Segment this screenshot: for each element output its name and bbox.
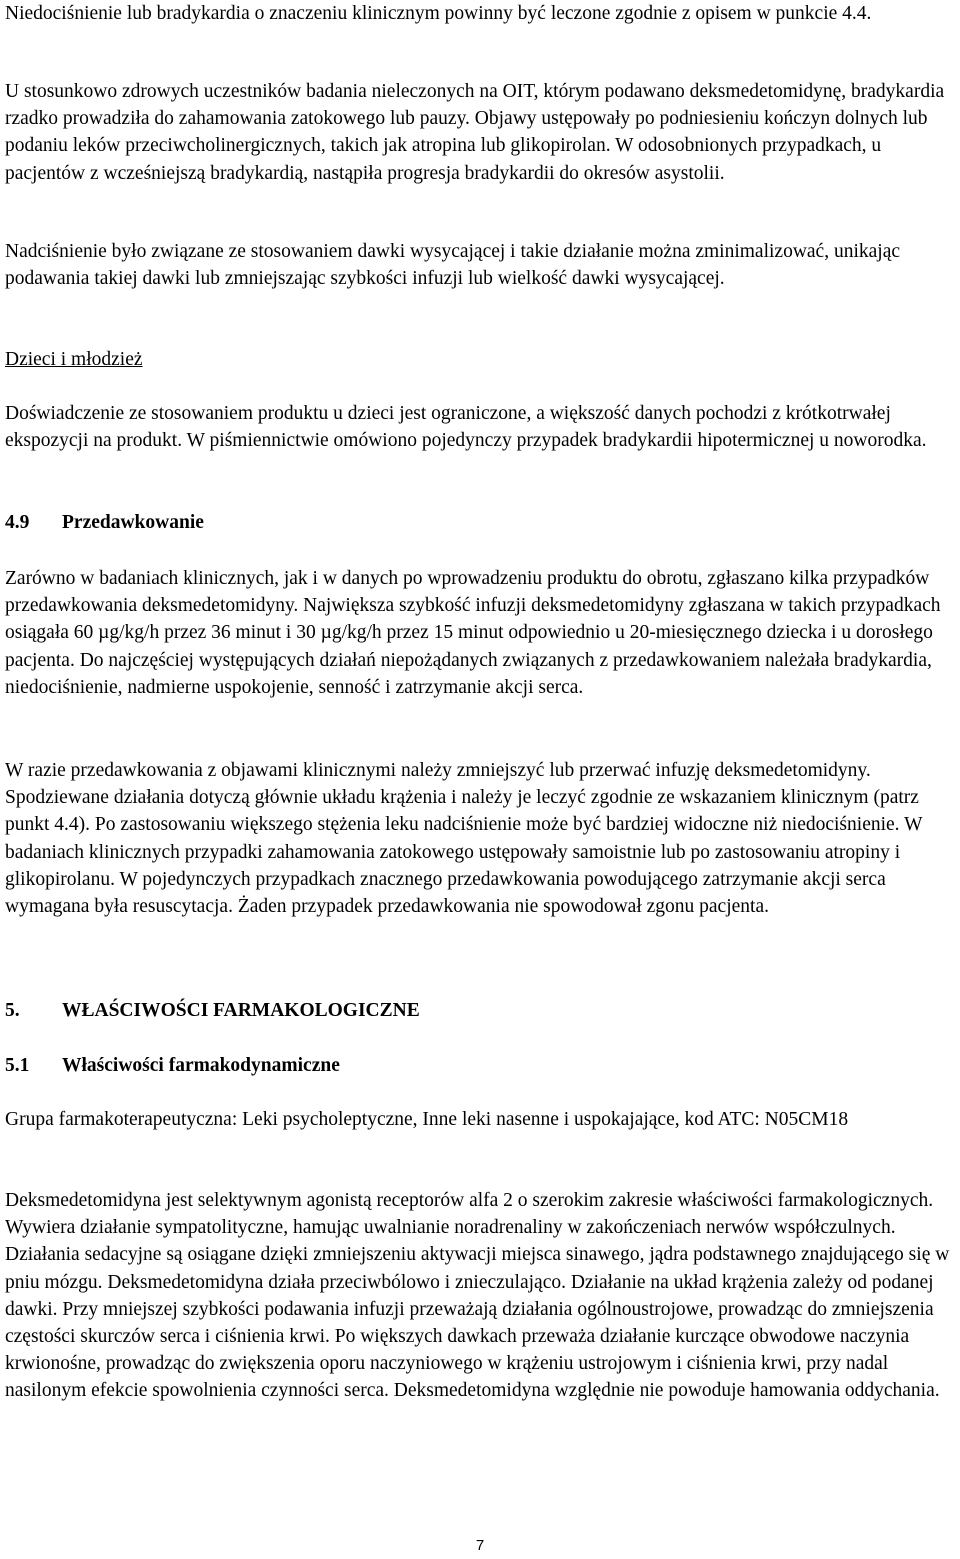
heading-number: 5. (5, 1000, 20, 1021)
heading-5 (5, 997, 955, 1024)
paragraph-atc: Grupa farmakoterapeutyczna: Leki psycholeptyczne, Inne leki nasenne i uspokajające, kod ATC: N05CM18 (5, 1109, 849, 1130)
heading-number: 4.9 (5, 512, 30, 533)
heading-4-9 (5, 509, 955, 536)
heading-title: WŁAŚCIWOŚCI FARMAKOLOGICZNE (62, 1000, 420, 1021)
paragraph-hypertension: Nadciśnienie było związane ze stosowaniem dawki wysycającej i takie działanie można zminimalizować, unikając podawania takiej dawki lub zmniejszając szybkości infuzji lub wielkość dawki wysycającej. (5, 241, 901, 290)
heading-5-1 (5, 1052, 955, 1079)
subheading-children: Dzieci i młodzież (5, 349, 143, 370)
page-number: 7 (475, 1537, 485, 1554)
paragraph-overdose-cases: Zarówno w badaniach klinicznych, jak i w danych po wprowadzeniu produktu do obrotu, zgłaszano kilka przypadków przedawkowania deksmedetomidyny. Największa szybkość infuzji deksmedetomidyny zgłaszana w takich przypadkach osiągała 60 µg/kg/h przez 36 minut i 30 µg/kg/h przez 15 minut odpowiednio u 20-miesięcznego dziecka i u dorosłego pacjenta. Do najczęściej występujących działań niepożądanych związanych z przedawkowaniem należała bradykardia, niedociśnienie, nadmierne uspokojenie, senność i zatrzymanie akcji serca. (5, 568, 941, 698)
paragraph-overdose-treatment: W razie przedawkowania z objawami klinicznymi należy zmniejszyć lub przerwać infuzję deksmedetomidyny. Spodziewane działania dotyczą głównie układu krążenia i należy je leczyć zgodnie ze wskazaniem klinicznym (patrz punkt 4.4). Po zastosowaniu większego stężenia leku nadciśnienie może być bardziej widoczne niż niedociśnienie. W badaniach klinicznych przypadki zahamowania zatokowego ustępowały samoistnie lub po zastosowaniu atropiny i glikopirolanu. W pojedynczych przypadkach znacznego przedawkowania powodującego zatrzymanie akcji serca wymagana była resuscytacja. Żaden przypadek przedawkowania nie spowodował zgonu pacjenta. (5, 760, 923, 918)
paragraph-pharmacodynamics: Deksmedetomidyna jest selektywnym agonistą receptorów alfa 2 o szerokim zakresie właściwości farmakologicznych. Wywiera działanie sympatolityczne, hamując uwalnianie noradrenaliny w zakończeniach nerwów współczulnych. Działania sedacyjne są osiągane dzięki zmniejszeniu aktywacji miejsca sinawego, jądra podstawnego znajdującego się w pniu mózgu. Deksmedetomidyna działa przeciwbólowo i znieczulająco. Działanie na układ krążenia zależy od podanej dawki. Przy mniejszej szybkości podawania infuzji przeważają działania ogólnoustrojowe, prowadząc do zmniejszenia częstości skurczów serca i ciśnienia krwi. Po większych dawkach przeważa działanie kurczące obwodowe naczynia krwionośne, prowadząc do zwiększenia oporu naczyniowego w krążeniu ustrojowym i ciśnienia krwi, przy nadal nasilonym efekcie spowolnienia czynności serca. Deksmedetomidyna względnie nie powoduje hamowania oddychania. (5, 1190, 950, 1402)
paragraph-hypotension-treatment: Niedociśnienie lub bradykardia o znaczeniu klinicznym powinny być leczone zgodnie z opisem w punkcie 4.4. (5, 3, 872, 24)
heading-title: Przedawkowanie (62, 512, 204, 533)
paragraph-bradycardia: U stosunkowo zdrowych uczestników badania nieleczonych na OIT, którym podawano deksmedetomidynę, bradykardia rzadko prowadziła do zahamowania zatokowego lub pauzy. Objawy ustępowały po podniesieniu kończyn dolnych lub podaniu leków przeciwcholinergicznych, takich jak atropina lub glikopirolan. W odosobnionych przypadkach, u pacjentów z wcześniejszą bradykardią, nastąpiła progresja bradykardii do okresów asystolii. (5, 81, 945, 184)
heading-title: Właściwości farmakodynamiczne (62, 1055, 340, 1076)
paragraph-children: Doświadczenie ze stosowaniem produktu u dzieci jest ograniczone, a większość danych pochodzi z krótkotrwałej ekspozycji na produkt. W piśmiennictwie omówiono pojedynczy przypadek bradykardii hipotermicznej u noworodka. (5, 403, 927, 452)
heading-number: 5.1 (5, 1055, 30, 1076)
